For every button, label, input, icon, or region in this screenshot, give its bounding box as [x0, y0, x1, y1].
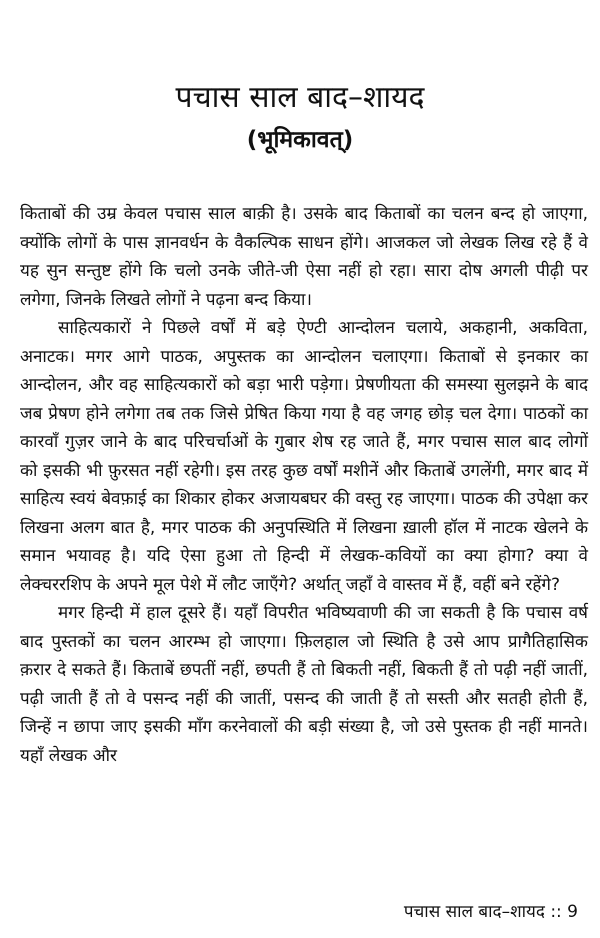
chapter-body: [20, 200, 588, 770]
paragraph-2: साहित्यकारों ने पिछले वर्षों में बड़े ऐण्टी आन्दोलन चलाये, अकहानी, अकविता, अनाटक। मगर आगे पाठक, अपुस्तक का आन्दोलन चलाएगा। किताबों से इनकार का आन्दोलन, और वह साहित्यकारों को बड़ा भारी पड़ेगा। प्रेषणीयता की समस्या सुलझने के बाद जब प्रेषण होने लगेगा तब तक जिसे प्रेषित किया गया है वह जगह छोड़ चल देगा। पाठकों का कारवाँ गुज़र जाने के बाद परिचर्चाओं के गुबार शेष रह जाते हैं, मगर पचास साल बाद लोगों को इसकी भी फ़ुरसत नहीं रहेगी। इस तरह कुछ वर्षों मशीनें और किताबें उगलेंगी, मगर बाद में साहित्य स्वयं बेवफ़ाई का शिकार होकर अजायबघर की वस्तु रह जाएगा। पाठक की उपेक्षा कर लिखना अलग बात है, मगर पाठक की अनुपस्थिति में लिखना ख़ाली हॉल में नाटक खेलने के समान भयावह है। यदि ऐसा हुआ तो हिन्दी में लेखक-कवियों का क्या होगा? क्या वे लेक्चररशिप के अपने मूल पेशे में लौट जाएँगे? अर्थात् जहाँ वे वास्तव में हैं, वहीं बने रहेंगे?: [20, 318, 588, 595]
page-footer-running-head: पचास साल बाद–शायद :: 9: [403, 902, 578, 922]
paragraph-3: मगर हिन्दी में हाल दूसरे हैं। यहाँ विपरीत भविष्यवाणी की जा सकती है कि पचास वर्ष बाद पुस्तकों का चलन आरम्भ हो जाएगा। फ़िलहाल जो स्थिति है उसे आप प्रागैतिहासिक क़रार दे सकते हैं। किताबें छपतीं नहीं, छपती हैं तो बिकती नहीं, बिकती हैं तो पढ़ी नहीं जातीं, पढ़ी जाती हैं तो वे पसन्द नहीं की जातीं, पसन्द की जाती हैं तो सस्ती और सतही होती हैं, जिन्हें न छापा जाए इसकी माँग करनेवालों की बड़ी संख्या है, जो उसे पुस्तक ही नहीं मानते। यहाँ लेखक और: [20, 603, 588, 766]
paragraph-1: किताबों की उम्र केवल पचास साल बाक़ी है। उसके बाद किताबों का चलन बन्द हो जाएगा, क्योंकि लोगों के पास ज्ञानवर्धन के वैकल्पिक साधन होंगे। आजकल जो लेखक लिख रहे हैं वे यह सुन सन्तुष्ट होंगे कि चलो उनके जीते-जी ऐसा नहीं हो रहा। सारा दोष अगली पीढ़ी पर लगेगा, जिनके लिखते लोगों ने पढ़ना बन्द किया।: [20, 204, 588, 310]
chapter-subtitle: (भूमिकावत्): [246, 127, 354, 153]
chapter-title: पचास साल बाद–शायद: [175, 80, 425, 115]
